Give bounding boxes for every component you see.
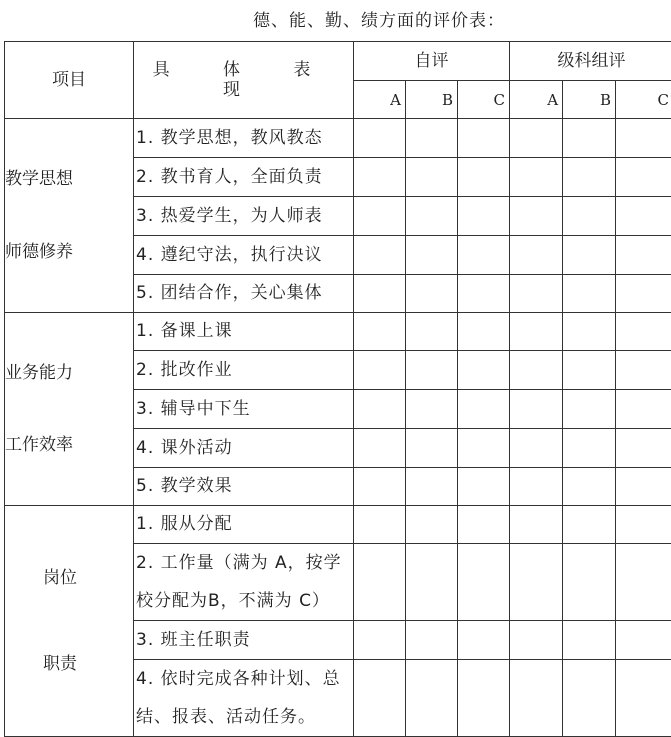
grade-cell-self-c[interactable] [458,506,510,544]
grade-cell-self-a[interactable] [354,158,406,197]
grade-header-self-c: C [458,81,510,119]
grade-cell-group-b[interactable] [563,621,616,660]
grade-cell-self-c[interactable] [458,621,510,660]
grade-cell-group-b[interactable] [563,236,616,275]
item-description: 3. 辅导中下生 [134,390,354,429]
table-row [5,313,671,351]
grade-cell-self-a[interactable] [354,119,406,158]
item-description: 1. 服从分配 [134,506,354,544]
grade-cell-self-a[interactable] [354,390,406,429]
section-name [5,313,134,506]
grade-cell-self-c[interactable] [458,236,510,275]
grade-cell-self-c[interactable] [458,313,510,351]
section-name-line: 岗位 [5,568,133,588]
grade-header-self-b: B [406,81,458,119]
grade-cell-group-c[interactable] [616,275,671,313]
grade-cell-self-c[interactable] [458,275,510,313]
grade-cell-group-a[interactable] [510,544,563,621]
header-description: 具 体 表 现 [134,42,354,119]
grade-cell-group-c[interactable] [616,236,671,275]
grade-cell-group-a[interactable] [510,660,563,737]
grade-header-group-c: C [616,81,671,119]
section-name-line: 工作效率 [5,435,133,455]
section-name-line: 师德修养 [5,242,133,262]
section-name [5,506,134,737]
grade-cell-group-c[interactable] [616,506,671,544]
grade-cell-group-a[interactable] [510,236,563,275]
grade-cell-group-b[interactable] [563,390,616,429]
evaluation-table [4,41,671,737]
grade-cell-group-c[interactable] [616,158,671,197]
item-description: 5. 教学效果 [134,468,354,506]
section-name-line: 教学思想 [5,169,133,189]
grade-cell-self-a[interactable] [354,197,406,236]
grade-cell-group-c[interactable] [616,468,671,506]
grade-cell-self-b[interactable] [406,429,458,468]
grade-cell-group-a[interactable] [510,506,563,544]
section-name-line: 业务能力 [5,363,133,383]
item-description: 2. 教书育人，全面负责 [134,158,354,197]
grade-cell-group-c[interactable] [616,313,671,351]
grade-cell-group-b[interactable] [563,119,616,158]
grade-cell-self-c[interactable] [458,660,510,737]
grade-cell-group-b[interactable] [563,506,616,544]
grade-cell-group-c[interactable] [616,544,671,621]
table-caption: 德、能、勤、绩方面的评价表： [0,6,671,31]
grade-cell-self-a[interactable] [354,429,406,468]
grade-cell-group-a[interactable] [510,313,563,351]
grade-header-group-a: A [510,81,563,119]
grade-cell-group-c[interactable] [616,660,671,737]
grade-cell-self-a[interactable] [354,544,406,621]
grade-cell-group-a[interactable] [510,119,563,158]
section-name [5,119,134,313]
grade-cell-self-b[interactable] [406,468,458,506]
item-description: 3. 班主任职责 [134,621,354,660]
grade-cell-group-b[interactable] [563,660,616,737]
grade-cell-group-a[interactable] [510,429,563,468]
header-self-eval: 自评 [354,42,510,81]
section-name-line: 职责 [5,654,133,674]
grade-cell-self-b[interactable] [406,236,458,275]
grade-cell-self-a[interactable] [354,506,406,544]
grade-cell-self-c[interactable] [458,468,510,506]
grade-cell-group-a[interactable] [510,275,563,313]
grade-cell-group-b[interactable] [563,351,616,390]
grade-cell-self-b[interactable] [406,275,458,313]
grade-cell-group-b[interactable] [563,158,616,197]
grade-cell-self-b[interactable] [406,351,458,390]
grade-cell-self-a[interactable] [354,313,406,351]
grade-cell-self-a[interactable] [354,468,406,506]
grade-cell-group-c[interactable] [616,429,671,468]
grade-cell-group-b[interactable] [563,544,616,621]
table-row [5,119,671,158]
item-description: 4. 依时完成各种计划、总结、报表、活动任务。 [134,660,354,737]
grade-cell-self-c[interactable] [458,197,510,236]
item-description: 2. 工作量（满为 A，按学校分配为B，不满为 C） [134,544,354,621]
grade-cell-self-b[interactable] [406,506,458,544]
grade-cell-group-a[interactable] [510,158,563,197]
grade-cell-self-b[interactable] [406,390,458,429]
grade-cell-group-b[interactable] [563,197,616,236]
item-description: 4. 遵纪守法，执行决议 [134,236,354,275]
grade-header-group-b: B [563,81,616,119]
grade-cell-self-b[interactable] [406,197,458,236]
grade-cell-self-c[interactable] [458,119,510,158]
grade-cell-self-c[interactable] [458,158,510,197]
grade-cell-group-a[interactable] [510,390,563,429]
item-description: 5. 团结合作，关心集体 [134,275,354,313]
grade-cell-group-a[interactable] [510,468,563,506]
grade-cell-self-b[interactable] [406,660,458,737]
grade-cell-group-c[interactable] [616,351,671,390]
grade-cell-group-a[interactable] [510,621,563,660]
grade-cell-self-a[interactable] [354,621,406,660]
item-description: 4. 课外活动 [134,429,354,468]
header-group-eval: 级科组评 [510,42,671,81]
header-project: 项目 [5,42,134,119]
grade-cell-self-a[interactable] [354,275,406,313]
grade-cell-group-c[interactable] [616,390,671,429]
grade-cell-self-b[interactable] [406,313,458,351]
grade-cell-self-a[interactable] [354,351,406,390]
item-description: 3. 热爱学生，为人师表 [134,197,354,236]
grade-cell-group-b[interactable] [563,275,616,313]
grade-cell-self-a[interactable] [354,236,406,275]
grade-cell-group-c[interactable] [616,119,671,158]
grade-cell-group-c[interactable] [616,621,671,660]
grade-cell-group-a[interactable] [510,197,563,236]
grade-cell-group-b[interactable] [563,468,616,506]
table-row [5,506,671,544]
grade-cell-self-a[interactable] [354,660,406,737]
grade-cell-group-b[interactable] [563,429,616,468]
grade-cell-self-b[interactable] [406,621,458,660]
item-description: 2. 批改作业 [134,351,354,390]
grade-cell-group-a[interactable] [510,351,563,390]
item-description: 1. 教学思想，教风教态 [134,119,354,158]
grade-cell-self-b[interactable] [406,119,458,158]
grade-cell-self-b[interactable] [406,544,458,621]
grade-cell-self-c[interactable] [458,390,510,429]
grade-cell-self-b[interactable] [406,158,458,197]
grade-cell-self-c[interactable] [458,544,510,621]
grade-header-self-a: A [354,81,406,119]
grade-cell-group-b[interactable] [563,313,616,351]
item-description: 1. 备课上课 [134,313,354,351]
grade-cell-self-c[interactable] [458,351,510,390]
grade-cell-self-c[interactable] [458,429,510,468]
grade-cell-group-c[interactable] [616,197,671,236]
